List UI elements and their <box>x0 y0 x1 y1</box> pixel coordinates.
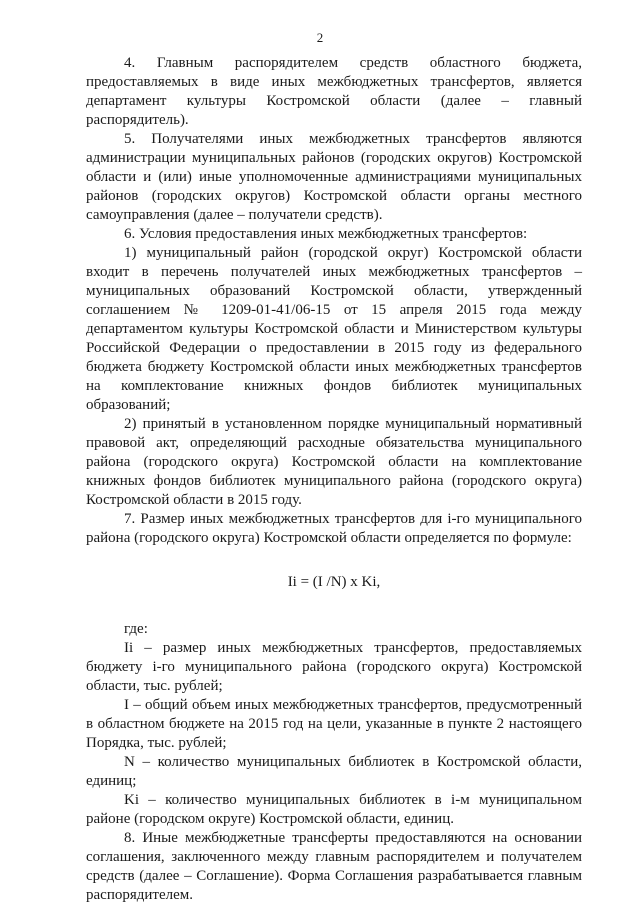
definition-ii: Ii – размер иных межбюджетных трансфертов, предоставляемых бюджету i-го муниципального района (городского округа) Костромской области, тыс. рублей; <box>86 640 582 694</box>
paragraph-5: 5. Получателями иных межбюджетных трансфертов являются администрации муниципальных районов (городских округов) Костромской области и (или) иные уполномоченные администрациями муниципальных районов (городских округов) Костромской области органы местного самоуправления (далее – получатели средств). <box>86 131 582 223</box>
paragraph-7: 7. Размер иных межбюджетных трансфертов для i-го муниципального района (городского округа) Костромской области определяется по формуле: <box>86 511 582 546</box>
paragraph-6-item-1: 1) муниципальный район (городской округ) Костромской области входит в перечень получателей иных межбюджетных трансфертов – муниципальных образований Костромской области, утвержденный соглашением № 1209-01-41/06-15 от 15 апреля 2015 года между департаментом культуры Костромской области и Министерством культуры Российской Федерации о предоставлении в 2015 году из федерального бюджета бюджету Костромской области иных межбюджетных трансфертов на комплектование книжных фондов библиотек муниципальных образований; <box>86 245 582 413</box>
paragraph-6-item-2: 2) принятый в установленном порядке муниципальный нормативный правовой акт, определяющий расходные обязательства муниципального района (городского округа) Костромской области на комплектование книжных фондов библиотек муниципального района (городского округа) Костромской области в 2015 году. <box>86 416 582 508</box>
formula-where-label: где: <box>124 621 148 637</box>
definition-i: I – общий объем иных межбюджетных трансфертов, предусмотренный в областном бюджете на 2015 год на цели, указанные в пункте 2 настоящего Порядка, тыс. рублей; <box>86 697 582 751</box>
definition-n: N – количество муниципальных библиотек в Костромской области, единиц; <box>86 754 582 789</box>
document-body <box>86 54 582 905</box>
paragraph-6: 6. Условия предоставления иных межбюджетных трансфертов: <box>124 226 528 242</box>
definition-ki: Ki – количество муниципальных библиотек в i-м муниципальном районе (городском округе) Костромской области, единиц. <box>86 792 582 827</box>
paragraph-4: 4. Главным распорядителем средств областного бюджета, предоставляемых в виде иных межбюджетных трансфертов, является департамент культуры Костромской области (далее – главный распорядитель). <box>86 55 582 128</box>
page-number: 2 <box>316 30 324 45</box>
paragraph-8: 8. Иные межбюджетные трансферты предоставляются на основании соглашения, заключенного между главным распорядителем и получателем средств (далее – Соглашение). Форма Соглашения разрабатывается главным распорядителем. <box>86 830 582 903</box>
formula: Ii = (I /N) x Ki, <box>287 574 381 590</box>
